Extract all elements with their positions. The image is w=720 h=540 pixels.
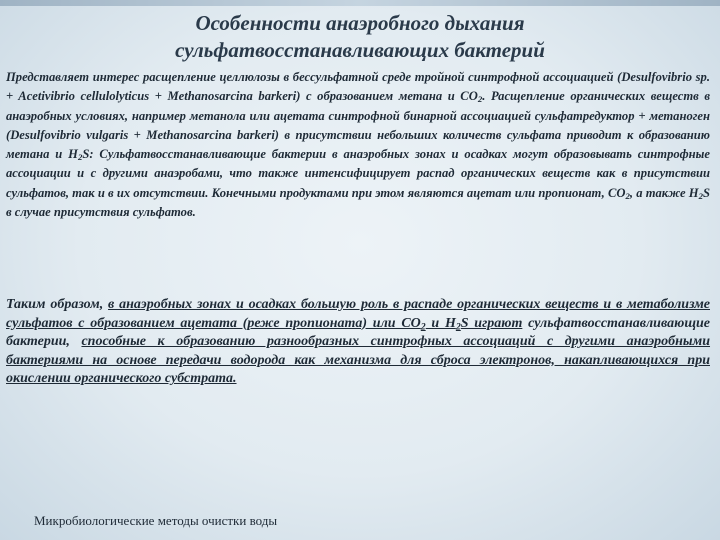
slide-title bbox=[0, 10, 720, 64]
para1-text-4: , а также H bbox=[629, 185, 699, 200]
paragraph-conclusion bbox=[6, 296, 710, 389]
paragraph-syntrophic-associations bbox=[6, 68, 710, 222]
para1-sub-3: 2 bbox=[625, 190, 630, 201]
para2-underlined-2: и H bbox=[425, 315, 456, 331]
para2-sub-2: 2 bbox=[455, 321, 461, 333]
title-line-1: Особенности анаэробного дыхания bbox=[195, 11, 525, 35]
slide-top-border bbox=[0, 0, 720, 6]
para1-text-2: . Расщепление органических веществ в анаэробных условиях, например метанола или ацетата синтрофной бинарной ассоциацией сульфатредуктор + метаноген (Desulfovibrio vulgaris + Methanosarcina barkeri) в присутствии небольших количеств сульфата приводит к образованию метана и H bbox=[6, 89, 710, 162]
title-line-2: сульфатвосстанавливающих бактерий bbox=[175, 38, 545, 62]
para1-text-3: S: Сульфатвосстанавливающие бактерии в анаэробных зонах и осадках могут образовывать синтрофные ассоциации и с другими анаэробами, что также интенсифицирует распад органических веществ как в присутствии сульфатов, так и в их отсутствии. Конечными продуктами при этом являются ацетат или пропионат, CO bbox=[6, 147, 711, 200]
para2-underlined-3: S играют bbox=[460, 315, 523, 331]
para1-sub-2: 2 bbox=[77, 152, 83, 163]
para1-sub-1: 2 bbox=[477, 94, 483, 105]
para1-text-5: S в случае присутствия сульфатов. bbox=[6, 185, 711, 220]
para2-lead: Таким образом, bbox=[6, 297, 109, 312]
para2-middle: сульфатвосстанавливающие бактерии, bbox=[6, 315, 710, 350]
para1-sub-4: 2 bbox=[698, 190, 703, 201]
para2-sub-1: 2 bbox=[420, 321, 426, 333]
para2-underlined-4: способные к образованию разнообразных синтрофных ассоциаций с другими анаэробными бактериями на основе передачи водорода как механизма для сброса электронов, накапливающихся при окислении органического субстрата. bbox=[6, 334, 711, 387]
para1-text-1: Представляет интерес расщепление целлюлозы в бессульфатной среде тройной синтрофной ассоциацией (Desulfovibrio sp. + Acetivibrio cellulolyticus + Methanosarcina barkeri) с образованием метана и CO bbox=[6, 70, 710, 104]
para2-underlined-1: в анаэробных зонах и осадках большую роль в распаде органических веществ и в метаболизме сульфатов с образованием ацетата (реже пропионата) или CO bbox=[6, 297, 710, 331]
slide-footer: Микробиологические методы очистки воды bbox=[34, 513, 278, 528]
